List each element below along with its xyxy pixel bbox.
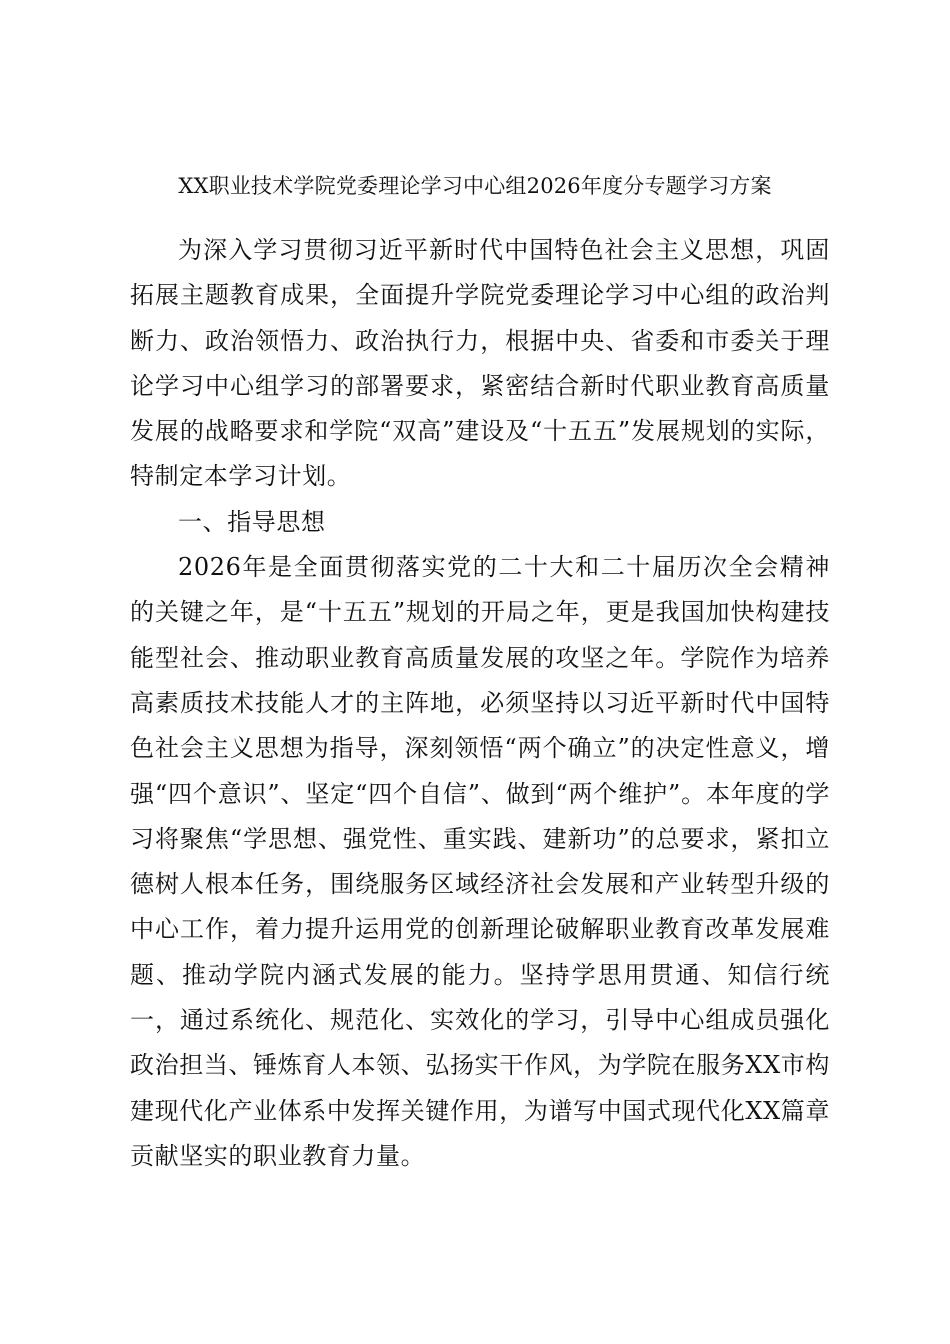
intro-paragraph: 为深入学习贯彻习近平新时代中国特色社会主义思想，巩固拓展主题教育成果，全面提升学院党委理论学习中心组的政治判断力、政治领悟力、政治执行力，根据中央、省委和市委关于理论学习中心组学习的部署要求，紧密结合新时代职业教育高质量发展的战略要求和学院“双高”建设及“十五五”发展规划的实际，特制定本学习计划。 — [130, 236, 830, 491]
guiding-ideology-paragraph: 2026年是全面贯彻落实党的二十大和二十届历次全会精神的关键之年，是“十五五”规划的开局之年，更是我国加快构建技能型社会、推动职业教育高质量发展的攻坚之年。学院作为培养高素质技术技能人才的主阵地，必须坚持以习近平新时代中国特色社会主义思想为指导，深刻领悟“两个确立”的决定性意义，增强“四个意识”、坚定“四个自信”、做到“两个维护”。本年度的学习将聚焦“学思想、强党性、重实践、建新功”的总要求，紧扣立德树人根本任务，围绕服务区域经济社会发展和产业转型升级的中心工作，着力提升运用党的创新理论破解职业教育改革发展难题、推动学院内涵式发展的能力。坚持学思用贯通、知信行统一，通过系统化、规范化、实效化的学习，引导中心组成员强化政治担当、锤炼育人本领、弘扬实干作风，为学院在服务XX市构建现代化产业体系中发挥关键作用，为谱写中国式现代化XX篇章贡献坚实的职业教育力量。 — [130, 553, 830, 1170]
section-heading-guiding-ideology: 一、指导思想 — [178, 507, 326, 536]
document-body — [130, 228, 830, 1179]
document-title: XX职业技术学院党委理论学习中心组2026年度分专题学习方案 — [178, 174, 772, 198]
